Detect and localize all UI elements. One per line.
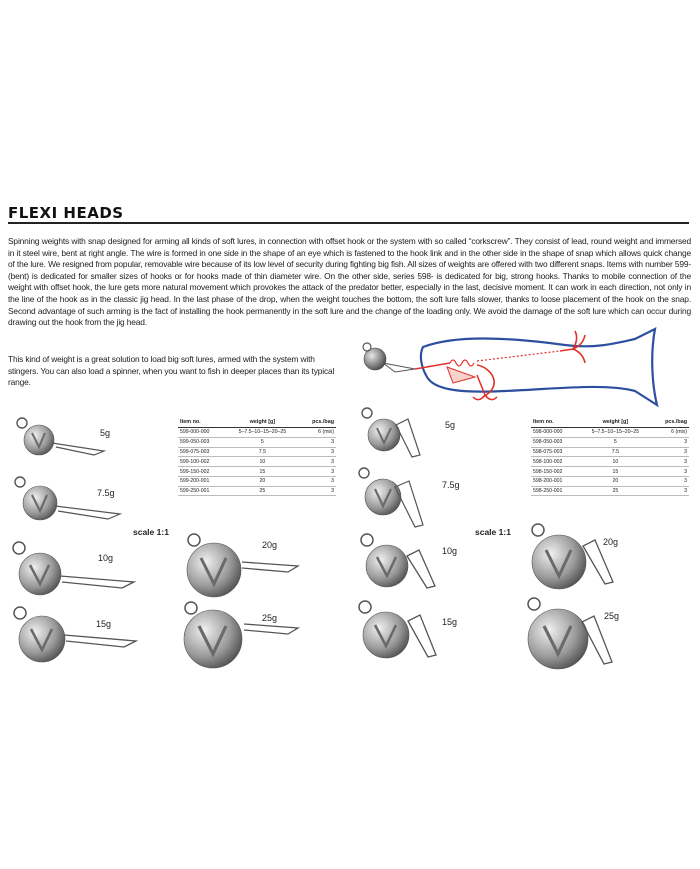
- weight-label-20g-right: 20g: [603, 537, 619, 547]
- weight-label-5g-left: 5g: [100, 428, 111, 438]
- flexi-head-weight-598-7-5g: [355, 465, 465, 533]
- table-row: [531, 476, 689, 486]
- weight-cell: 5: [579, 437, 653, 447]
- flexi-head-weight-598-5g: [358, 405, 468, 463]
- spec-table-599: [178, 418, 336, 496]
- pcs-cell: 3: [299, 486, 336, 496]
- scale-label-left: scale 1:1: [133, 527, 169, 537]
- item-no-cell: 599-250-001: [178, 486, 226, 496]
- table-row: [178, 476, 336, 486]
- item-no-cell: 599-200-001: [178, 476, 226, 486]
- flexi-head-weight-598-15g: [352, 597, 467, 663]
- pcs-cell: 3: [299, 457, 336, 467]
- pcs-cell: 3: [299, 476, 336, 486]
- pcs-cell: 6 (mix): [652, 428, 689, 438]
- table-row: [531, 457, 689, 467]
- pcs-cell: 3: [652, 447, 689, 457]
- pcs-cell: 3: [652, 457, 689, 467]
- weight-cell: 15: [226, 467, 300, 477]
- pcs-cell: 6 (mix): [299, 428, 336, 438]
- flexi-head-weight-599-25g: [176, 598, 306, 670]
- weight-label-15g-left: 15g: [96, 619, 112, 629]
- item-no-cell: 598-000-000: [531, 428, 579, 438]
- weight-cell: 5–7.5–10–15–20–25: [226, 428, 300, 438]
- item-no-cell: 598-150-002: [531, 467, 579, 477]
- weight-cell: 10: [579, 457, 653, 467]
- table-row: [178, 467, 336, 477]
- spec-table-598: [531, 418, 689, 496]
- item-no-cell: 599-000-000: [178, 428, 226, 438]
- column-header: Item no.: [178, 418, 226, 428]
- flexi-head-weight-599-7-5g: [10, 472, 135, 527]
- flexi-head-weight-599-20g: [180, 530, 305, 600]
- pcs-cell: 3: [652, 437, 689, 447]
- flexi-head-weight-599-5g: [12, 413, 122, 463]
- table-row: [531, 447, 689, 457]
- flexi-head-weight-598-10g: [355, 530, 470, 592]
- weight-label-10g-left: 10g: [98, 553, 114, 563]
- item-no-cell: 598-100-002: [531, 457, 579, 467]
- flexi-head-weight-599-10g: [6, 538, 146, 600]
- weight-label-20g-left: 20g: [262, 540, 278, 550]
- weight-label-15g-right: 15g: [442, 617, 458, 627]
- table-row: [178, 457, 336, 467]
- item-no-cell: 598-050-003: [531, 437, 579, 447]
- item-no-cell: 599-050-003: [178, 437, 226, 447]
- soft-lure-rig-illustration: [355, 325, 670, 410]
- column-header: pcs./bag: [299, 418, 336, 428]
- weight-label-25g-left: 25g: [262, 613, 278, 623]
- scale-label-right: scale 1:1: [475, 527, 511, 537]
- weight-cell: 20: [579, 476, 653, 486]
- description-text: Spinning weights with snap designed for arming all kinds of soft lures, in connection with offset hook or the system with so called “corkscrew”. They consist of lead, round weight and immersed in it steel wire, bent at right angle. The wire is formed in one side in the shape of an eye which is fastened to the hook link and in the other side in the shape of snap which allows quick change of the lure. We resigned from popular, removable wire because of its low level of security during fighting big fish. All sizes of weights are offered with two different snaps. Items with number 599- (bent) is dedicated for smaller sizes of hooks or for hooks made of thin diameter wire. On the other side, series 598- is dedicated for big, strong hooks. Thanks to mobile connection of the weight with offset hook, the lure gets more natural movement which provokes the attack of the predator better, especially in the last, decisive moment. It can work in each direction, not only in the line of the hook as in the classic jig head. In the last phase of the drop, when the weight touches the bottom, the soft lure falls slower, thanks to loose placement of the hook on the snap. Second advantage of such arming is the fact of installing the hook permanently in the soft lure and the change of the loading only. We avoid the damage of the soft lure which can occur during drawing out the hook from the jig head.: [8, 236, 691, 328]
- weight-cell: 7.5: [226, 447, 300, 457]
- weight-cell: 20: [226, 476, 300, 486]
- item-no-cell: 598-200-001: [531, 476, 579, 486]
- weight-cell: 5: [226, 437, 300, 447]
- pcs-cell: 3: [652, 467, 689, 477]
- item-no-cell: 599-075-003: [178, 447, 226, 457]
- weight-label-5g-right: 5g: [445, 420, 456, 430]
- pcs-cell: 3: [299, 467, 336, 477]
- weight-label-7-5g-right: 7.5g: [442, 480, 460, 490]
- column-header: weight [g]: [579, 418, 653, 428]
- title-rule: [8, 222, 689, 224]
- table-row: [531, 486, 689, 496]
- weight-cell: 7.5: [579, 447, 653, 457]
- table-row: [178, 437, 336, 447]
- pcs-cell: 3: [299, 447, 336, 457]
- pcs-cell: 3: [652, 486, 689, 496]
- flexi-head-weight-598-25g: [520, 594, 645, 674]
- pcs-cell: 3: [652, 476, 689, 486]
- weight-cell: 5–7.5–10–15–20–25: [579, 428, 653, 438]
- weight-cell: 25: [226, 486, 300, 496]
- column-header: weight [g]: [226, 418, 300, 428]
- column-header: pcs./bag: [652, 418, 689, 428]
- item-no-cell: 598-250-001: [531, 486, 579, 496]
- weight-cell: 25: [579, 486, 653, 496]
- table-row: [178, 428, 336, 438]
- table-row: [178, 447, 336, 457]
- table-row: [178, 486, 336, 496]
- flexi-head-weight-599-15g: [6, 603, 146, 665]
- weight-label-25g-right: 25g: [604, 611, 620, 621]
- item-no-cell: 599-100-002: [178, 457, 226, 467]
- weight-label-7-5g-left: 7.5g: [97, 488, 115, 498]
- table-row: [531, 428, 689, 438]
- item-no-cell: 598-075-003: [531, 447, 579, 457]
- page-title: FLEXI HEADS: [8, 204, 124, 222]
- flexi-head-weight-598-20g: [525, 520, 645, 595]
- item-no-cell: 599-150-002: [178, 467, 226, 477]
- table-row: [531, 467, 689, 477]
- table-row: [531, 437, 689, 447]
- pcs-cell: 3: [299, 437, 336, 447]
- weight-cell: 10: [226, 457, 300, 467]
- description-text-2: This kind of weight is a great solution to load big soft lures, armed with the system with stingers. You can also load a spinner, when you want to fish in deeper places than its typical range.: [8, 354, 335, 388]
- weight-label-10g-right: 10g: [442, 546, 458, 556]
- column-header: Item no.: [531, 418, 579, 428]
- weight-cell: 15: [579, 467, 653, 477]
